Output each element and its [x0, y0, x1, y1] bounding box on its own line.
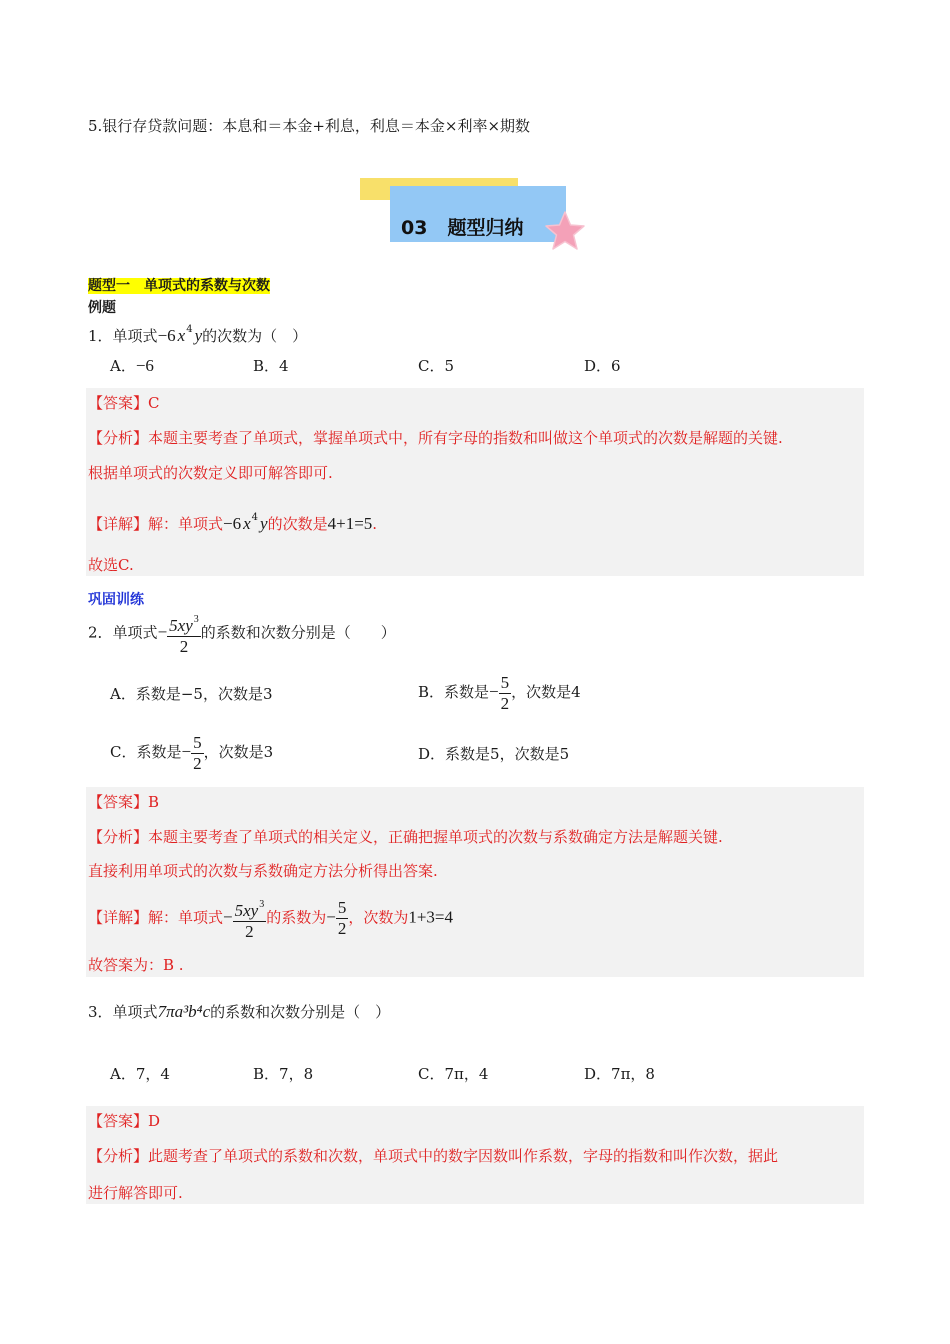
question-1: [88, 320, 307, 346]
q3-pre: 单项式: [112, 1003, 158, 1021]
q2-frac-exp: 3: [193, 614, 199, 625]
q1-option-c[interactable]: C．5: [418, 357, 455, 375]
q1-detail-end: .: [372, 515, 378, 533]
banner-number: 03: [401, 217, 428, 239]
q1-answer: [88, 393, 160, 413]
q3-analysis-2: 进行解答即可.: [88, 1184, 183, 1202]
q2-answer-value: B: [148, 793, 160, 811]
q3-post: 的系数和次数分别是（ ）: [210, 1003, 391, 1021]
q2-option-b-fraction: [499, 673, 512, 714]
q1-detail-exp: 4: [251, 512, 259, 523]
q2-option-a[interactable]: A．系数是−5，次数是3: [110, 685, 273, 703]
example-label: 例题: [88, 300, 116, 316]
q2-option-c-den: 2: [193, 753, 202, 773]
q2-detail-post: ，次数为: [348, 908, 409, 927]
q1-post: 的次数为（ ）: [202, 327, 308, 345]
q3-option-a[interactable]: A．7，4: [110, 1065, 170, 1083]
q2-fraction: [167, 610, 201, 657]
q1-option-d[interactable]: D．6: [584, 357, 621, 375]
banner-title: 题型归纳: [447, 217, 524, 239]
q3-number: 3．: [88, 1003, 113, 1021]
q2-option-c-minus: −: [181, 742, 192, 761]
q2-analysis-1: [88, 827, 723, 847]
q2-post: 的系数和次数分别是（ ）: [200, 623, 396, 642]
question-3: [88, 1002, 390, 1022]
q2-detail-calc: 1+3=4: [408, 907, 454, 927]
q2-analysis-text-1: 本题主要考查了单项式的相关定义，正确把握单项式的次数与系数确定方法是解题关键.: [148, 828, 723, 846]
q2-frac-den: 2: [179, 637, 189, 656]
q2-detail-minus: −: [223, 907, 233, 927]
q2-option-c-pre: C．系数是: [110, 743, 182, 761]
q1-detail-calc: 4+1=5: [327, 514, 373, 533]
q3-option-c[interactable]: C．7π，4: [418, 1065, 489, 1083]
q3-expression: 7πa³b⁴c: [157, 1002, 211, 1021]
section-heading: [88, 275, 270, 296]
q3-analysis-1: [88, 1146, 778, 1166]
q2-option-b-num: 5: [500, 672, 510, 692]
q2-detail-frac-den: 2: [245, 922, 254, 941]
star-icon: [543, 210, 587, 252]
q1-option-b[interactable]: B．4: [253, 357, 289, 375]
q1-detail-var-y: y: [260, 514, 268, 533]
q1-detail-var-x: x: [243, 514, 251, 533]
q1-answer-value: C: [148, 394, 160, 412]
q3-answer-tag: 【答案】: [88, 1112, 149, 1130]
q3-option-d[interactable]: D．7π，8: [584, 1065, 655, 1083]
q2-option-b-post: ，次数是4: [511, 683, 581, 701]
q2-detail: [88, 895, 453, 942]
q2-option-b-pre: B．系数是: [418, 683, 490, 701]
q1-detail-coef: −6: [223, 514, 242, 533]
q1-detail-tag: 【详解】: [88, 515, 149, 533]
q2-answer-box: [86, 787, 864, 977]
q2-detail-fraction: [233, 895, 267, 942]
q2-detail-pre: 解：单项式: [148, 908, 224, 927]
q1-conclusion: 故选C.: [88, 556, 134, 574]
q2-option-b-minus: −: [489, 682, 499, 701]
q2-number: 2．: [88, 623, 113, 642]
q2-pre: 单项式: [112, 623, 158, 642]
q2-option-c[interactable]: [110, 730, 273, 774]
q1-answer-tag: 【答案】: [88, 394, 149, 412]
q2-analysis-2: 直接利用单项式的次数与系数确定方法分析得出答案.: [88, 862, 438, 880]
q2-detail-coef-num: 5: [337, 898, 347, 917]
q1-analysis-tag: 【分析】: [88, 429, 149, 447]
q1-analysis-text-1: 本题主要考查了单项式，掌握单项式中，所有字母的指数和叫做这个单项式的次数是解题的关键.: [148, 429, 783, 447]
q2-conclusion: 故答案为：B .: [88, 956, 184, 974]
q3-analysis-tag: 【分析】: [88, 1147, 149, 1165]
q3-option-b[interactable]: B．7，8: [253, 1065, 314, 1083]
consolidate-label: 巩固训练: [88, 592, 144, 608]
q2-answer: [88, 792, 159, 812]
q1-analysis-2: 根据单项式的次数定义即可解答即可.: [88, 464, 333, 482]
q1-option-a-label: A．: [110, 357, 136, 375]
q2-option-b[interactable]: [418, 670, 581, 714]
section-heading-text: 题型一 单项式的系数与次数: [88, 278, 270, 294]
q1-coef: −6: [157, 326, 176, 345]
section-banner: [357, 178, 585, 248]
q2-detail-tag: 【详解】: [88, 908, 149, 927]
q1-detail-mid: 的次数是: [267, 515, 328, 533]
q2-minus: −: [157, 622, 168, 642]
q3-answer-value: D: [148, 1112, 161, 1130]
q2-option-c-fraction: [191, 733, 204, 774]
q1-analysis-1: [88, 428, 783, 448]
question-2: [88, 610, 396, 657]
q1-number: 1．: [88, 327, 113, 345]
q2-option-d[interactable]: D．系数是5，次数是5: [418, 745, 570, 763]
q1-option-a-value: −6: [135, 356, 154, 375]
q2-detail-mid: 的系数为: [266, 908, 327, 927]
q2-option-b-den: 2: [500, 693, 510, 713]
q1-option-a[interactable]: [110, 356, 154, 376]
q2-detail-coef-den: 2: [337, 919, 347, 938]
q1-detail-pre: 解：单项式: [148, 515, 224, 533]
q2-detail-frac-exp: 3: [259, 899, 265, 910]
q2-analysis-tag: 【分析】: [88, 828, 149, 846]
q1-detail: [88, 508, 377, 534]
q2-detail-coef-minus: −: [326, 907, 336, 927]
q2-detail-frac-num: 5xy: [234, 901, 259, 920]
q2-option-c-num: 5: [193, 732, 202, 752]
q2-option-c-post: ，次数是3: [203, 743, 274, 761]
q1-pre: 单项式: [112, 327, 158, 345]
q3-analysis-text-1: 此题考查了单项式的系数和次数，单项式中的数字因数叫作系数，字母的指数和叫作次数，据此: [148, 1147, 779, 1165]
banner-text: [401, 216, 523, 240]
q1-exp: 4: [186, 324, 193, 335]
q1-var-x: x: [177, 326, 186, 345]
q2-detail-coef-fraction: [336, 898, 349, 939]
q3-answer: [88, 1111, 160, 1131]
q2-answer-tag: 【答案】: [88, 793, 149, 811]
q1-var-y: y: [194, 326, 203, 345]
q2-frac-num: 5xy: [169, 616, 193, 635]
intro-line: 5.银行存贷款问题：本息和＝本金+利息，利息＝本金×利率×期数: [88, 117, 531, 135]
